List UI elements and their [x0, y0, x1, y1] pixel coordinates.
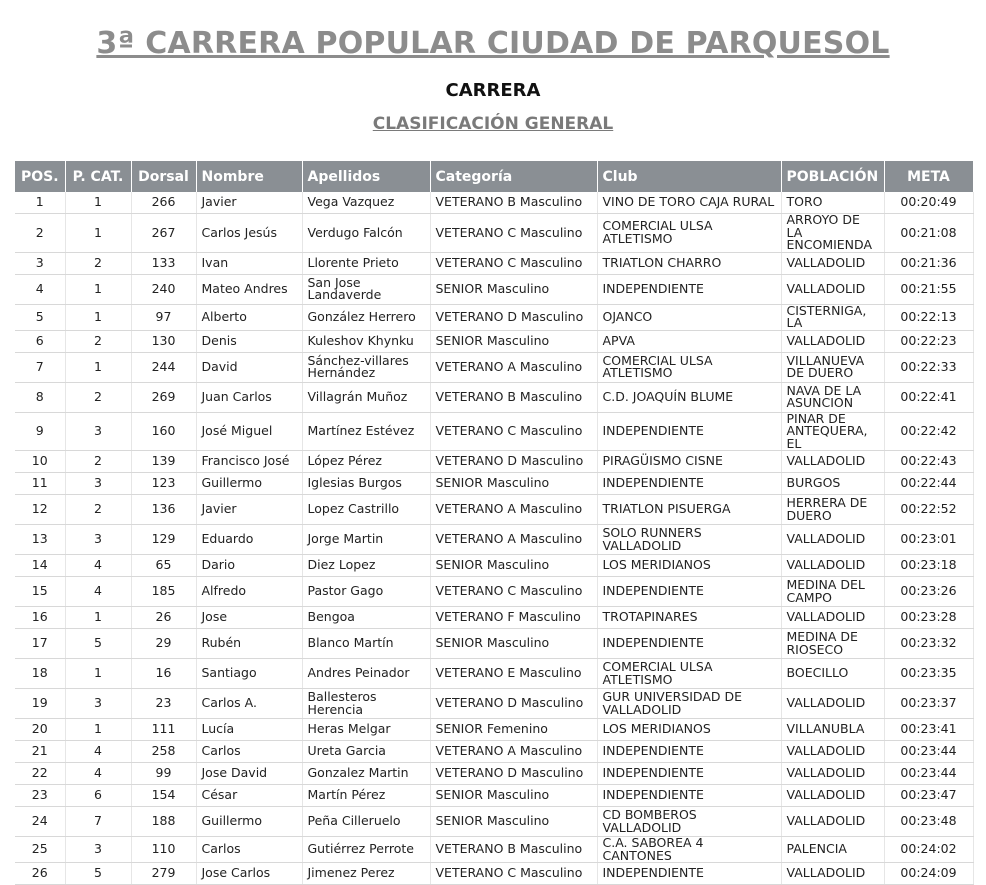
cell-apellidos: Llorente Prieto: [302, 252, 430, 274]
cell-nombre: Carlos A.: [196, 689, 302, 719]
cell-dorsal: 267: [131, 214, 196, 253]
cell-pcat: 1: [65, 352, 131, 382]
cell-dorsal: 129: [131, 525, 196, 555]
cell-dorsal: 133: [131, 252, 196, 274]
cell-dorsal: 16: [131, 659, 196, 689]
table-row: [15, 629, 973, 659]
cell-meta: 00:23:32: [884, 629, 973, 659]
cell-apellidos: Heras Melgar: [302, 719, 430, 741]
cell-meta: 00:23:35: [884, 659, 973, 689]
table-header-row: [15, 161, 973, 192]
table-row: [15, 807, 973, 837]
cell-poblacion: CISTERNIGA, LA: [781, 304, 884, 330]
cell-apellidos: Lopez Castrillo: [302, 495, 430, 525]
cell-nombre: César: [196, 785, 302, 807]
cell-apellidos: Martín Pérez: [302, 785, 430, 807]
cell-nombre: Lucía: [196, 719, 302, 741]
cell-dorsal: 97: [131, 304, 196, 330]
cell-pcat: 4: [65, 763, 131, 785]
cell-poblacion: VALLADOLID: [781, 252, 884, 274]
cell-poblacion: VALLADOLID: [781, 555, 884, 577]
cell-pcat: 3: [65, 837, 131, 863]
cell-club: INDEPENDIENTE: [597, 473, 781, 495]
table-row: [15, 719, 973, 741]
cell-pos: 23: [15, 785, 65, 807]
table-row: [15, 741, 973, 763]
cell-apellidos: Diez Lopez: [302, 555, 430, 577]
cell-dorsal: 23: [131, 689, 196, 719]
col-header-meta: META: [884, 161, 973, 192]
cell-poblacion: PINAR DE ANTEQUERA, EL: [781, 412, 884, 451]
cell-nombre: Mateo Andres: [196, 274, 302, 304]
cell-club: INDEPENDIENTE: [597, 577, 781, 607]
cell-categoria: VETERANO D Masculino: [430, 763, 597, 785]
cell-pos: 19: [15, 689, 65, 719]
cell-dorsal: 130: [131, 330, 196, 352]
cell-nombre: Ivan: [196, 252, 302, 274]
table-row: [15, 214, 973, 253]
cell-meta: 00:22:43: [884, 451, 973, 473]
cell-club: INDEPENDIENTE: [597, 629, 781, 659]
cell-categoria: SENIOR Masculino: [430, 629, 597, 659]
cell-poblacion: VALLADOLID: [781, 689, 884, 719]
section-heading: CLASIFICACIÓN GENERAL: [372, 114, 614, 134]
table-row: [15, 555, 973, 577]
cell-pcat: 1: [65, 659, 131, 689]
cell-categoria: VETERANO D Masculino: [430, 689, 597, 719]
cell-categoria: SENIOR Femenino: [430, 719, 597, 741]
cell-pcat: 4: [65, 555, 131, 577]
cell-meta: 00:21:55: [884, 274, 973, 304]
cell-dorsal: 136: [131, 495, 196, 525]
cell-meta: 00:21:36: [884, 252, 973, 274]
cell-meta: 00:23:48: [884, 807, 973, 837]
cell-club: COMERCIAL ULSA ATLETISMO: [597, 352, 781, 382]
cell-club: INDEPENDIENTE: [597, 741, 781, 763]
cell-dorsal: 123: [131, 473, 196, 495]
cell-nombre: Rubén: [196, 629, 302, 659]
cell-club: INDEPENDIENTE: [597, 412, 781, 451]
cell-club: TRIATLON PISUERGA: [597, 495, 781, 525]
table-row: [15, 659, 973, 689]
table-row: [15, 412, 973, 451]
cell-categoria: VETERANO A Masculino: [430, 525, 597, 555]
cell-pcat: 2: [65, 451, 131, 473]
cell-nombre: Dario: [196, 555, 302, 577]
cell-meta: 00:23:28: [884, 607, 973, 629]
cell-meta: 00:22:41: [884, 382, 973, 412]
cell-dorsal: 110: [131, 837, 196, 863]
cell-dorsal: 111: [131, 719, 196, 741]
cell-poblacion: MEDINA DE RIOSECO: [781, 629, 884, 659]
cell-apellidos: Gutiérrez Perrote: [302, 837, 430, 863]
cell-pos: 16: [15, 607, 65, 629]
table-row: [15, 382, 973, 412]
col-header-apellidos: Apellidos: [302, 161, 430, 192]
col-header-pos: POS.: [15, 161, 65, 192]
cell-dorsal: 154: [131, 785, 196, 807]
cell-club: PIRAGÜISMO CISNE: [597, 451, 781, 473]
cell-club: TRIATLON CHARRO: [597, 252, 781, 274]
cell-pcat: 1: [65, 274, 131, 304]
cell-dorsal: 240: [131, 274, 196, 304]
table-row: [15, 837, 973, 863]
cell-nombre: Alfredo: [196, 577, 302, 607]
cell-club: LOS MERIDIANOS: [597, 719, 781, 741]
cell-categoria: VETERANO A Masculino: [430, 495, 597, 525]
cell-categoria: VETERANO A Masculino: [430, 741, 597, 763]
cell-apellidos: Sánchez-villares Hernández: [302, 352, 430, 382]
cell-poblacion: VALLADOLID: [781, 741, 884, 763]
cell-apellidos: Blanco Martín: [302, 629, 430, 659]
cell-categoria: VETERANO D Masculino: [430, 304, 597, 330]
cell-nombre: Guillermo: [196, 807, 302, 837]
col-header-poblacion: POBLACIÓN: [781, 161, 884, 192]
cell-dorsal: 26: [131, 607, 196, 629]
cell-dorsal: 269: [131, 382, 196, 412]
table-row: [15, 473, 973, 495]
cell-categoria: VETERANO B Masculino: [430, 192, 597, 214]
cell-pcat: 1: [65, 304, 131, 330]
cell-club: INDEPENDIENTE: [597, 274, 781, 304]
cell-club: C.D. JOAQUÍN BLUME: [597, 382, 781, 412]
cell-apellidos: Andres Peinador: [302, 659, 430, 689]
cell-categoria: VETERANO C Masculino: [430, 577, 597, 607]
cell-pcat: 2: [65, 382, 131, 412]
cell-pos: 12: [15, 495, 65, 525]
cell-apellidos: Iglesias Burgos: [302, 473, 430, 495]
cell-nombre: Juan Carlos: [196, 382, 302, 412]
cell-apellidos: Jorge Martin: [302, 525, 430, 555]
cell-meta: 00:22:52: [884, 495, 973, 525]
cell-nombre: Carlos: [196, 837, 302, 863]
cell-poblacion: VALLADOLID: [781, 274, 884, 304]
table-row: [15, 607, 973, 629]
cell-dorsal: 279: [131, 863, 196, 885]
cell-poblacion: VALLADOLID: [781, 785, 884, 807]
table-row: [15, 577, 973, 607]
cell-apellidos: Ureta Garcia: [302, 741, 430, 763]
cell-poblacion: HERRERA DE DUERO: [781, 495, 884, 525]
cell-meta: 00:23:47: [884, 785, 973, 807]
cell-nombre: Guillermo: [196, 473, 302, 495]
cell-nombre: Javier: [196, 495, 302, 525]
cell-club: C.A. SABOREA 4 CANTONES: [597, 837, 781, 863]
cell-pos: 7: [15, 352, 65, 382]
cell-categoria: VETERANO A Masculino: [430, 352, 597, 382]
cell-categoria: SENIOR Masculino: [430, 473, 597, 495]
cell-club: INDEPENDIENTE: [597, 863, 781, 885]
table-row: [15, 252, 973, 274]
col-header-categoria: Categoría: [430, 161, 597, 192]
cell-pcat: 3: [65, 412, 131, 451]
cell-apellidos: Peña Cilleruelo: [302, 807, 430, 837]
col-header-nombre: Nombre: [196, 161, 302, 192]
cell-nombre: Carlos: [196, 741, 302, 763]
cell-dorsal: 266: [131, 192, 196, 214]
cell-pos: 14: [15, 555, 65, 577]
cell-meta: 00:22:13: [884, 304, 973, 330]
cell-pcat: 4: [65, 577, 131, 607]
cell-categoria: SENIOR Masculino: [430, 555, 597, 577]
cell-categoria: SENIOR Masculino: [430, 330, 597, 352]
cell-pcat: 2: [65, 330, 131, 352]
table-row: [15, 525, 973, 555]
cell-club: INDEPENDIENTE: [597, 785, 781, 807]
cell-poblacion: NAVA DE LA ASUNCION: [781, 382, 884, 412]
cell-pos: 2: [15, 214, 65, 253]
cell-meta: 00:23:37: [884, 689, 973, 719]
cell-meta: 00:23:44: [884, 741, 973, 763]
cell-categoria: SENIOR Masculino: [430, 785, 597, 807]
cell-meta: 00:22:44: [884, 473, 973, 495]
cell-apellidos: Verdugo Falcón: [302, 214, 430, 253]
cell-club: VINO DE TORO CAJA RURAL: [597, 192, 781, 214]
cell-categoria: VETERANO C Masculino: [430, 214, 597, 253]
results-table: [15, 161, 974, 885]
cell-dorsal: 188: [131, 807, 196, 837]
cell-pos: 8: [15, 382, 65, 412]
table-row: [15, 451, 973, 473]
cell-pcat: 7: [65, 807, 131, 837]
cell-poblacion: VALLADOLID: [781, 763, 884, 785]
col-header-dorsal: Dorsal: [131, 161, 196, 192]
cell-pos: 18: [15, 659, 65, 689]
cell-dorsal: 139: [131, 451, 196, 473]
cell-pcat: 1: [65, 192, 131, 214]
cell-nombre: Jose: [196, 607, 302, 629]
cell-nombre: David: [196, 352, 302, 382]
cell-pos: 4: [15, 274, 65, 304]
cell-nombre: Jose David: [196, 763, 302, 785]
table-row: [15, 863, 973, 885]
cell-poblacion: VALLADOLID: [781, 330, 884, 352]
page-title: 3ª CARRERA POPULAR CIUDAD DE PARQUESOL: [96, 26, 890, 61]
results-body: [15, 192, 973, 885]
cell-pcat: 5: [65, 629, 131, 659]
cell-dorsal: 29: [131, 629, 196, 659]
cell-nombre: Eduardo: [196, 525, 302, 555]
cell-pcat: 2: [65, 495, 131, 525]
cell-pcat: 5: [65, 863, 131, 885]
cell-apellidos: López Pérez: [302, 451, 430, 473]
cell-meta: 00:22:23: [884, 330, 973, 352]
cell-meta: 00:22:42: [884, 412, 973, 451]
cell-poblacion: VALLADOLID: [781, 451, 884, 473]
cell-nombre: Denis: [196, 330, 302, 352]
cell-meta: 00:23:01: [884, 525, 973, 555]
cell-club: INDEPENDIENTE: [597, 763, 781, 785]
cell-pos: 25: [15, 837, 65, 863]
cell-meta: 00:23:44: [884, 763, 973, 785]
cell-poblacion: VALLADOLID: [781, 607, 884, 629]
cell-nombre: Carlos Jesús: [196, 214, 302, 253]
cell-dorsal: 185: [131, 577, 196, 607]
cell-categoria: SENIOR Masculino: [430, 274, 597, 304]
cell-categoria: VETERANO B Masculino: [430, 382, 597, 412]
cell-categoria: VETERANO F Masculino: [430, 607, 597, 629]
cell-club: CD BOMBEROS VALLADOLID: [597, 807, 781, 837]
cell-pos: 11: [15, 473, 65, 495]
cell-poblacion: BURGOS: [781, 473, 884, 495]
cell-meta: 00:23:26: [884, 577, 973, 607]
cell-apellidos: Vega Vazquez: [302, 192, 430, 214]
cell-categoria: VETERANO D Masculino: [430, 451, 597, 473]
cell-pcat: 3: [65, 689, 131, 719]
table-row: [15, 785, 973, 807]
cell-pos: 26: [15, 863, 65, 885]
cell-poblacion: BOECILLO: [781, 659, 884, 689]
cell-pcat: 6: [65, 785, 131, 807]
cell-nombre: Alberto: [196, 304, 302, 330]
cell-apellidos: Martínez Estévez: [302, 412, 430, 451]
cell-dorsal: 65: [131, 555, 196, 577]
cell-apellidos: González Herrero: [302, 304, 430, 330]
cell-meta: 00:23:41: [884, 719, 973, 741]
cell-pos: 20: [15, 719, 65, 741]
cell-club: OJANCO: [597, 304, 781, 330]
cell-pos: 3: [15, 252, 65, 274]
cell-pos: 1: [15, 192, 65, 214]
cell-dorsal: 99: [131, 763, 196, 785]
cell-pos: 6: [15, 330, 65, 352]
cell-meta: 00:24:02: [884, 837, 973, 863]
cell-pcat: 1: [65, 719, 131, 741]
cell-categoria: VETERANO C Masculino: [430, 863, 597, 885]
table-row: [15, 304, 973, 330]
race-subtitle: CARRERA: [445, 80, 541, 101]
cell-meta: 00:21:08: [884, 214, 973, 253]
cell-nombre: Francisco José: [196, 451, 302, 473]
cell-poblacion: TORO: [781, 192, 884, 214]
table-row: [15, 274, 973, 304]
cell-categoria: VETERANO C Masculino: [430, 412, 597, 451]
cell-pos: 5: [15, 304, 65, 330]
cell-apellidos: Pastor Gago: [302, 577, 430, 607]
cell-dorsal: 160: [131, 412, 196, 451]
cell-pcat: 4: [65, 741, 131, 763]
cell-apellidos: Gonzalez Martin: [302, 763, 430, 785]
table-row: [15, 763, 973, 785]
cell-club: APVA: [597, 330, 781, 352]
cell-club: LOS MERIDIANOS: [597, 555, 781, 577]
table-row: [15, 330, 973, 352]
cell-apellidos: Bengoa: [302, 607, 430, 629]
cell-poblacion: ARROYO DE LA ENCOMIENDA: [781, 214, 884, 253]
cell-pcat: 1: [65, 607, 131, 629]
cell-categoria: VETERANO E Masculino: [430, 659, 597, 689]
cell-apellidos: Villagrán Muñoz: [302, 382, 430, 412]
cell-nombre: Javier: [196, 192, 302, 214]
cell-club: TROTAPINARES: [597, 607, 781, 629]
cell-meta: 00:20:49: [884, 192, 973, 214]
cell-club: GUR UNIVERSIDAD DE VALLADOLID: [597, 689, 781, 719]
cell-categoria: VETERANO B Masculino: [430, 837, 597, 863]
cell-meta: 00:24:09: [884, 863, 973, 885]
cell-pos: 10: [15, 451, 65, 473]
cell-pos: 22: [15, 763, 65, 785]
cell-apellidos: Kuleshov Khynku: [302, 330, 430, 352]
cell-poblacion: VILLANUBLA: [781, 719, 884, 741]
cell-pos: 9: [15, 412, 65, 451]
cell-pos: 15: [15, 577, 65, 607]
cell-pos: 24: [15, 807, 65, 837]
cell-club: SOLO RUNNERS VALLADOLID: [597, 525, 781, 555]
cell-pcat: 2: [65, 252, 131, 274]
cell-club: COMERCIAL ULSA ATLETISMO: [597, 214, 781, 253]
cell-meta: 00:23:18: [884, 555, 973, 577]
table-row: [15, 689, 973, 719]
cell-dorsal: 244: [131, 352, 196, 382]
cell-nombre: José Miguel: [196, 412, 302, 451]
cell-categoria: SENIOR Masculino: [430, 807, 597, 837]
table-row: [15, 495, 973, 525]
cell-pcat: 3: [65, 525, 131, 555]
cell-apellidos: Ballesteros Herencia: [302, 689, 430, 719]
cell-poblacion: MEDINA DEL CAMPO: [781, 577, 884, 607]
cell-pcat: 1: [65, 214, 131, 253]
cell-pos: 21: [15, 741, 65, 763]
cell-club: COMERCIAL ULSA ATLETISMO: [597, 659, 781, 689]
col-header-pcat: P. CAT.: [65, 161, 131, 192]
cell-nombre: Jose Carlos: [196, 863, 302, 885]
col-header-club: Club: [597, 161, 781, 192]
cell-dorsal: 258: [131, 741, 196, 763]
cell-nombre: Santiago: [196, 659, 302, 689]
cell-apellidos: Jimenez Perez: [302, 863, 430, 885]
cell-poblacion: PALENCIA: [781, 837, 884, 863]
cell-poblacion: VALLADOLID: [781, 863, 884, 885]
cell-poblacion: VALLADOLID: [781, 525, 884, 555]
cell-meta: 00:22:33: [884, 352, 973, 382]
cell-pos: 17: [15, 629, 65, 659]
cell-poblacion: VALLADOLID: [781, 807, 884, 837]
cell-apellidos: San Jose Landaverde: [302, 274, 430, 304]
cell-categoria: VETERANO C Masculino: [430, 252, 597, 274]
cell-pos: 13: [15, 525, 65, 555]
table-row: [15, 192, 973, 214]
table-row: [15, 352, 973, 382]
cell-pcat: 3: [65, 473, 131, 495]
cell-poblacion: VILLANUEVA DE DUERO: [781, 352, 884, 382]
